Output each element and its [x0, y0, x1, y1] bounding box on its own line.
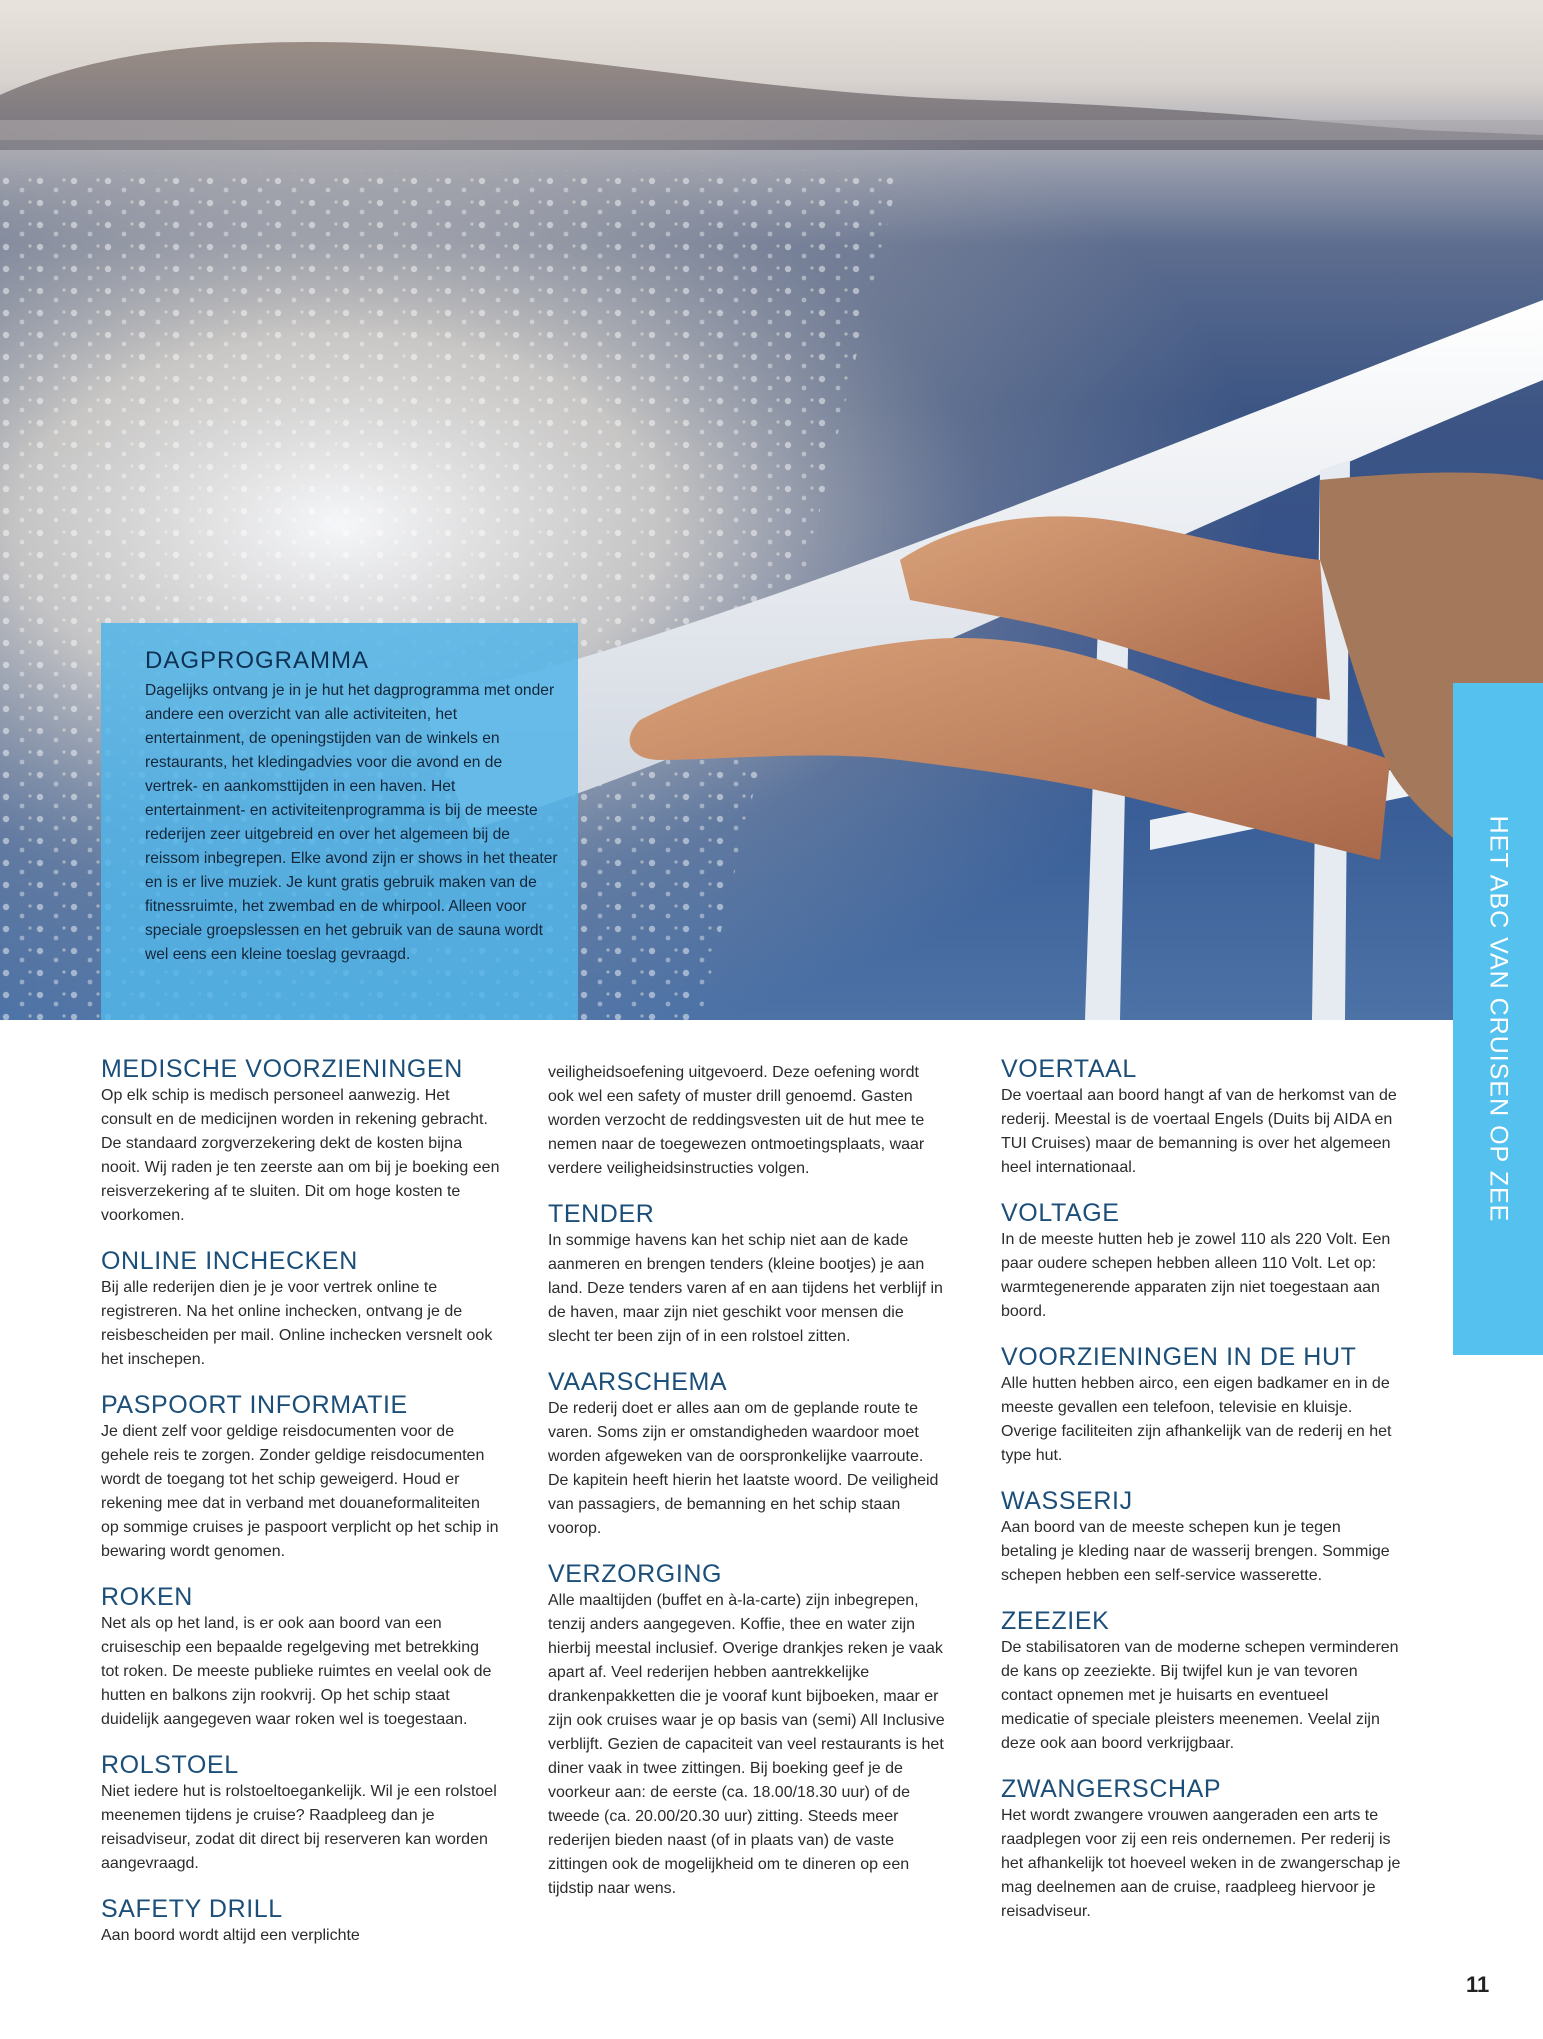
dagprogramma-box	[101, 623, 578, 1020]
section-medische-voorzieningen	[101, 1054, 501, 1228]
section-title: SAFETY DRILL	[101, 1895, 283, 1923]
section-body: De stabilisatoren van de moderne schepen verminderen de kans op zeeziekte. Bij twijfel kun je van tevoren contact opnemen met je huisarts en eventueel medicatie of speciale pleisters meenemen. Veelal zijn deze ook aan boord verkrijgbaar.	[1001, 1639, 1399, 1752]
page-number: 11	[1466, 1972, 1490, 1997]
section-paspoort-informatie	[101, 1390, 501, 1564]
section-voltage	[1001, 1198, 1401, 1324]
section-roken	[101, 1582, 501, 1732]
section-title: TENDER	[548, 1200, 655, 1228]
section-title: ZWANGERSCHAP	[1001, 1775, 1222, 1803]
section-vaarschema	[548, 1367, 948, 1541]
section-side-tab	[1453, 683, 1543, 1355]
section-body: Je dient zelf voor geldige reisdocumenten voor de gehele reis te zorgen. Zonder geldige reisdocumenten wordt de toegang tot het schip geweigerd. Houd er rekening mee dat in verband met douaneformaliteiten op sommige cruises je paspoort verplicht op het schip in bewaring wordt genomen.	[101, 1423, 499, 1560]
section-body: Het wordt zwangere vrouwen aangeraden een arts te raadplegen voor zij een reis ondernemen. Per rederij is het afhankelijk tot hoeveel weken in de zwangerschap je mag deelnemen aan de cruise, raadpleeg hiervoor je reisadviseur.	[1001, 1807, 1401, 1920]
section-title: ZEEZIEK	[1001, 1607, 1110, 1635]
section-online-inchecken	[101, 1246, 501, 1372]
section-body: In sommige havens kan het schip niet aan de kade aanmeren en brengen tenders (kleine bootjes) je aan land. Deze tenders varen af en aan tijdens het verblijf in de haven, maar zijn niet geschikt voor mensen die slecht ter been zijn of in een rolstoel zitten.	[548, 1232, 943, 1345]
section-zwangerschap	[1001, 1774, 1401, 1924]
section-voertaal	[1001, 1054, 1401, 1180]
section-body: Alle maaltijden (buffet en à-la-carte) zijn inbegrepen, tenzij anders aangegeven. Koffie, thee en water zijn hierbij meestal inclusief. Overige drankjes reken je vaak apart af. Veel rederijen hebben aantrekkelijke drankenpakketten die je vooraf kunt bijboeken, maar er zijn ook cruises waar je op basis van (semi) All Inclusive verblijft. Gezien de capaciteit van veel restaurants is het diner vaak in twee zittingen. Bij boeking geef je de voorkeur aan: de eerste (ca. 18.00/18.30 uur) of de tweede (ca. 20.00/20.30 uur) zitting. Steeds meer rederijen bieden naast (of in plaats van) de vaste zittingen ook de mogelijkheid om te dineren op een tijdstip naar wens.	[548, 1592, 945, 1897]
dagprogramma-body: Dagelijks ontvang je in je hut het dagprogramma met onder andere een overzicht van alle activiteiten, het entertainment, de openingstijden van de winkels en restaurants, het kledingadvies voor die avond en de vertrek- en aankomsttijden in een haven. Het entertainment- en activiteitenprogramma is bij de meeste rederijen zeer uitgebreid en over het algemeen bij de reissom inbegrepen. Elke avond zijn er shows in het theater en is er live muziek. Je kunt gratis gebruik maken van de fitnessruimte, het zwembad en de whirpool. Alleen voor speciale groepslessen en het gebruik van de sauna wordt wel eens een kleine toeslag gevraagd.	[145, 682, 558, 963]
section-verzorging	[548, 1559, 948, 1901]
section-title: WASSERIJ	[1001, 1487, 1133, 1515]
section-body: Bij alle rederijen dien je je voor vertrek online te registreren. Na het online inchecken, ontvang je de reisbescheiden per mail. Online inchecken versnelt ook het inschepen.	[101, 1279, 493, 1368]
section-body: Op elk schip is medisch personeel aanwezig. Het consult en de medicijnen worden in rekening gebracht. De standaard zorgverzekering dekt de kosten bijna nooit. Wij raden je ten zeerste aan om bij je boeking een reisverzekering af te sluiten. Dit om hoge kosten te voorkomen.	[101, 1087, 500, 1224]
section-title: VERZORGING	[548, 1560, 723, 1588]
section-voorzieningen-in-de-hut	[1001, 1342, 1401, 1468]
section-body: Alle hutten hebben airco, een eigen badkamer en in de meeste gevallen een telefoon, televisie en kluisje. Overige faciliteiten zijn afhankelijk van de rederij en het type hut.	[1001, 1375, 1392, 1464]
section-tender	[548, 1199, 948, 1349]
section-rolstoel	[101, 1750, 501, 1876]
section-body: Net als op het land, is er ook aan boord van een cruiseschip een bepaalde regelgeving met betrekking tot roken. De meeste publieke ruimtes en veelal ook de hutten en balkons zijn rookvrij. Op het schip staat duidelijk aangegeven waar roken wel is toegestaan.	[101, 1615, 492, 1728]
section-title: VAARSCHEMA	[548, 1368, 728, 1396]
section-title: ONLINE INCHECKEN	[101, 1247, 358, 1275]
section-body: De rederij doet er alles aan om de geplande route te varen. Soms zijn er omstandigheden waardoor moet worden afgeweken van de oorspronkelijke vaarroute. De kapitein heeft hierin het laatste woord. De veiligheid van passagiers, de bemanning en het schip staan voorop.	[548, 1400, 939, 1537]
section-body: veiligheidsoefening uitgevoerd. Deze oefening wordt ook wel een safety of muster drill genoemd. Gasten worden verzocht de reddingsvesten uit de hut mee te nemen naar de toegewezen ontmoetingsplaats, waar verdere veiligheidsinstructies volgen.	[548, 1064, 925, 1177]
section-title: MEDISCHE VOORZIENINGEN	[101, 1055, 463, 1083]
section-body: In de meeste hutten heb je zowel 110 als 220 Volt. Een paar oudere schepen hebben alleen 110 Volt. Let op: warmtegenerende apparaten zijn niet toegestaan aan boord.	[1001, 1231, 1391, 1320]
side-tab-label: HET ABC VAN CRUISEN OP ZEE	[1484, 815, 1513, 1223]
text-column-2	[548, 1061, 948, 1901]
dagprogramma-title: DAGPROGRAMMA	[145, 647, 370, 674]
section-safety-drill	[101, 1894, 501, 1948]
text-column-3	[1001, 1054, 1401, 1924]
section-wasserij	[1001, 1486, 1401, 1588]
section-body: Aan boord van de meeste schepen kun je tegen betaling je kleding naar de wasserij brengen. Sommige schepen hebben een self-service wasserette.	[1001, 1519, 1390, 1584]
section-title: VOERTAAL	[1001, 1055, 1137, 1083]
text-column-1	[101, 1054, 501, 1948]
section-body: Aan boord wordt altijd een verplichte	[101, 1927, 360, 1944]
section-title: VOLTAGE	[1001, 1199, 1120, 1227]
section-title: ROKEN	[101, 1583, 193, 1611]
section-body: De voertaal aan boord hangt af van de herkomst van de rederij. Meestal is de voertaal Engels (Duits bij AIDA en TUI Cruises) maar de bemanning is over het algemeen heel internationaal.	[1001, 1087, 1397, 1176]
section-title: VOORZIENINGEN IN DE HUT	[1001, 1343, 1357, 1371]
section-safety-drill-continued	[548, 1061, 948, 1181]
section-body: Niet iedere hut is rolstoeltoegankelijk. Wil je een rolstoel meenemen tijdens je cruise? Raadpleeg dan je reisadviseur, zodat dit direct bij reserveren kan worden aangevraagd.	[101, 1783, 497, 1872]
section-title: PASPOORT INFORMATIE	[101, 1391, 408, 1419]
section-zeeziek	[1001, 1606, 1401, 1756]
section-title: ROLSTOEL	[101, 1751, 239, 1779]
